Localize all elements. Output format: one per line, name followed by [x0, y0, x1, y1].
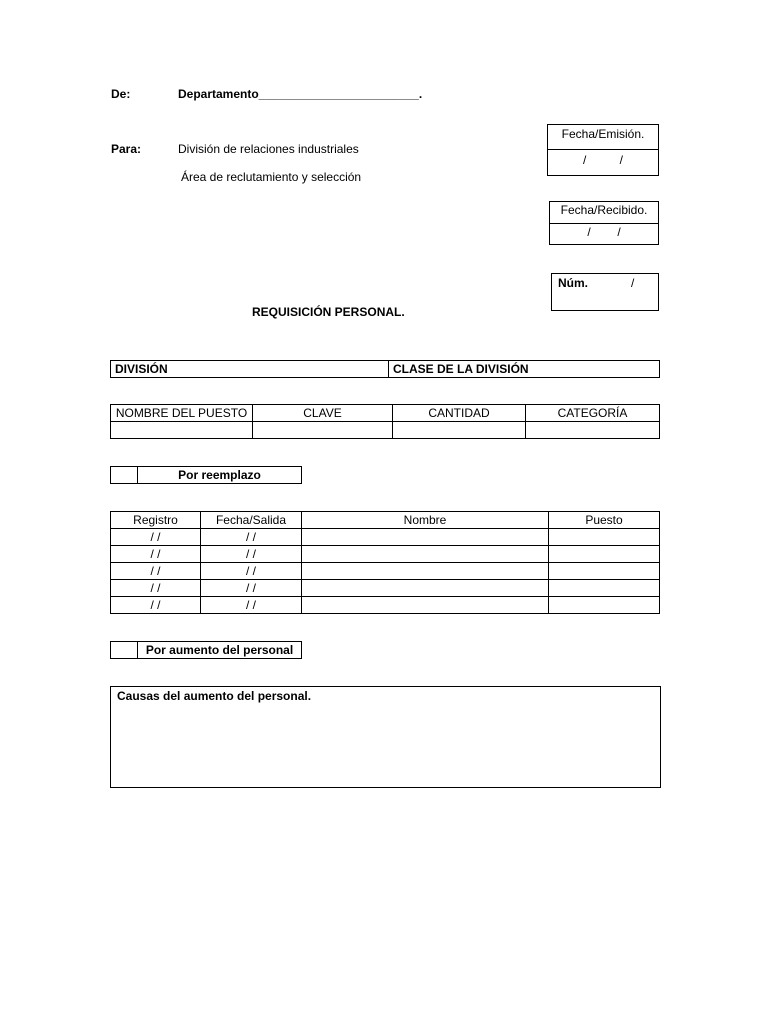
clave-cell[interactable] [253, 422, 393, 439]
nombre-cell[interactable] [302, 546, 549, 563]
nombre-header: Nombre [302, 512, 549, 529]
causas-label: Causas del aumento del personal. [117, 689, 312, 703]
table-row [111, 529, 660, 546]
table-row [111, 580, 660, 597]
fecha-salida-cell[interactable]: / / [201, 563, 302, 580]
fecha-emision-value[interactable]: / / [582, 153, 623, 167]
numero-label: Núm. [558, 276, 588, 290]
por-aumento-checkbox[interactable] [111, 642, 138, 659]
fecha-salida-header: Fecha/Salida [201, 512, 302, 529]
clave-header: CLAVE [253, 405, 393, 422]
numero-box [551, 273, 659, 311]
por-reemplazo-label: Por reemplazo [138, 467, 302, 484]
fecha-emision-box [547, 124, 659, 176]
nombre-cell[interactable] [302, 597, 549, 614]
para-area: Área de reclutamiento y selección [181, 170, 362, 184]
por-aumento-label: Por aumento del personal [138, 642, 302, 659]
table-row [111, 597, 660, 614]
table-row [111, 546, 660, 563]
de-label: De: [111, 87, 131, 101]
cantidad-header: CANTIDAD [393, 405, 526, 422]
registro-cell[interactable]: / / [111, 563, 201, 580]
para-division: División de relaciones industriales [178, 142, 359, 156]
registro-cell[interactable]: / / [111, 546, 201, 563]
nombre-cell[interactable] [302, 580, 549, 597]
reemplazo-table [110, 511, 660, 614]
puesto-cell[interactable] [549, 597, 660, 614]
clase-division-cell[interactable]: CLASE DE LA DIVISIÓN [389, 361, 660, 378]
puesto-cell[interactable] [549, 529, 660, 546]
fecha-emision-label: Fecha/Emisión. [561, 127, 645, 141]
fecha-salida-cell[interactable]: / / [201, 529, 302, 546]
por-reemplazo-checkbox[interactable] [111, 467, 138, 484]
nombre-puesto-header: NOMBRE DEL PUESTO [111, 405, 253, 422]
registro-cell[interactable]: / / [111, 529, 201, 546]
registro-cell[interactable]: / / [111, 580, 201, 597]
puesto-cell[interactable] [549, 546, 660, 563]
puesto-cell[interactable] [549, 580, 660, 597]
puesto-table [110, 404, 660, 439]
puesto-cell[interactable] [549, 563, 660, 580]
causas-textarea[interactable] [110, 686, 661, 788]
puesto-header: Puesto [549, 512, 660, 529]
fecha-salida-cell[interactable]: / / [201, 546, 302, 563]
categoria-header: CATEGORÍA [526, 405, 660, 422]
cantidad-cell[interactable] [393, 422, 526, 439]
por-aumento-option [110, 641, 302, 659]
division-table [110, 360, 660, 378]
nombre-cell[interactable] [302, 529, 549, 546]
numero-value[interactable]: / [631, 276, 635, 290]
nombre-puesto-cell[interactable] [111, 422, 253, 439]
fecha-recibido-label: Fecha/Recibido. [560, 203, 648, 217]
fecha-salida-cell[interactable]: / / [201, 580, 302, 597]
division-cell[interactable]: DIVISIÓN [111, 361, 389, 378]
por-reemplazo-option [110, 466, 302, 484]
para-label: Para: [111, 142, 142, 156]
nombre-cell[interactable] [302, 563, 549, 580]
fecha-salida-cell[interactable]: / / [201, 597, 302, 614]
categoria-cell[interactable] [526, 422, 660, 439]
fecha-recibido-box [549, 201, 659, 245]
table-row [111, 563, 660, 580]
page-title: REQUISICIÓN PERSONAL. [252, 305, 405, 319]
departamento-field: Departamento________________________. [178, 87, 423, 101]
fecha-recibido-value[interactable]: / / [587, 225, 621, 239]
registro-cell[interactable]: / / [111, 597, 201, 614]
registro-header: Registro [111, 512, 201, 529]
